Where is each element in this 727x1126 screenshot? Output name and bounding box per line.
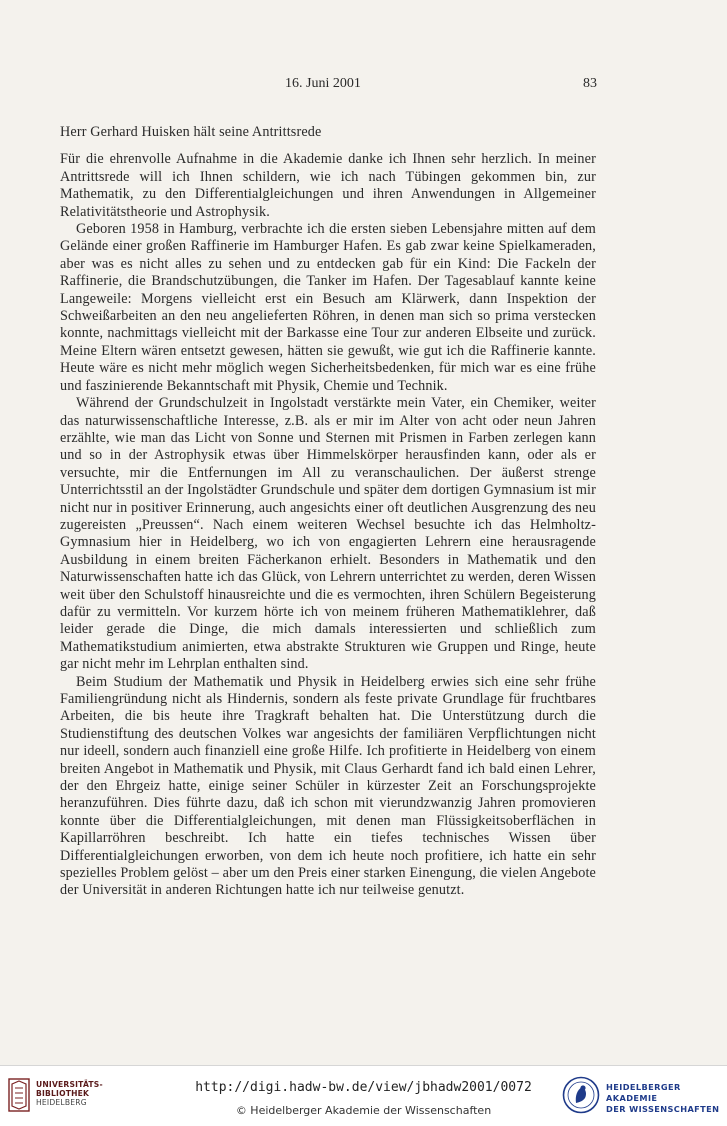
- academy-name-line-1: HEIDELBERGER AKADEMIE: [606, 1082, 681, 1103]
- academy-name: [606, 1082, 727, 1115]
- running-head-date: 16. Juni 2001: [285, 76, 361, 91]
- paragraph-4: Beim Studium der Mathematik und Physik in Heidelberg erwies sich eine sehr frühe Familiengründung nicht als Hindernis, sondern als feste private Grundlage für fruchtbares Arbeiten, die bis heute ihre Tragkraft behalten hat. Die Unterstützung durch die Studienstiftung des deutschen Volkes war angesichts der familiären Verpflichtungen nicht nur ideell, sondern auch finanziell eine große Hilfe. Ich profitierte in Heidelberg von einem breiten Angebot in Mathematik und Physik, mit Claus Gerhardt fand ich bald einen Lehrer, der den Ehrgeiz hatte, einige seiner Schüler in kürzester Zeit an Forschungsprojekte heranzuführen. Dies führte dazu, daß ich schon mit vierundzwanzig Jahren promovieren konnte über die Differentialgleichungen, mit denen man Flüssigkeitsoberflächen in Kapillarröhren beschreibt. Ich hatte ein tiefes technisches Wissen über Differentialgleichungen erworben, von dem ich heute noch profitiere, ich hatte ein sehr spezielles Problem gelöst – aber um den Preis einer starken Einengung, die vielen Angebote der Universität in anderen Richtungen hatte ich nur teilweise genutzt.: [60, 673, 596, 899]
- library-name-line-2: BIBLIOTHEK: [36, 1089, 90, 1098]
- library-name-line-3: HEIDELBERG: [36, 1098, 87, 1107]
- page-number: 83: [583, 76, 597, 91]
- paragraph-1: Für die ehrenvolle Aufnahme in die Akademie danke ich Ihnen sehr herzlich. In meiner Antrittsrede will ich Ihnen schildern, wie ich nach Tübingen gekommen bin, zur Mathematik, zu den Differentialgleichungen und ihren Anwendungen in Allgemeiner Relativitätstheorie und Astrophysik.: [60, 151, 596, 220]
- section-heading: Herr Gerhard Huisken hält seine Antrittsrede: [60, 124, 322, 140]
- page-content: [60, 124, 596, 900]
- library-name-line-1: UNIVERSITÄTS-: [36, 1080, 103, 1089]
- digitization-footer: [0, 1065, 727, 1126]
- paragraph-3: Während der Grundschulzeit in Ingolstadt verstärkte mein Vater, ein Chemiker, weiter das naturwissenschaftliche Interesse, z.B. als er mir im Alter von acht oder neun Jahren erzählte, wie man das Licht von Sonne und Sternen mit Prismen in Farben zerlegen kann und so in der Astrophysik etwas über Himmelskörper herausfinden kann, oder als er versuchte, mir die Entfernungen im All zu veranschaulichen. Der äußerst strenge Unterrichtsstil an der Ingolstädter Grundschule und später dem dortigen Gymnasium ist mir nicht nur in positiver Erinnerung, auch angesichts einer oft deutlichen Ausgrenzung des neu zugereisten „Preussen“. Nach einem weiteren Wechsel besuchte ich das Helmholtz-Gymnasium hier in Heidelberg, wo ich von engagierten Lehrern eine herausragende Ausbildung in einem breiten Fächerkanon erhielt. Besonders in Mathematik und den Naturwissenschaften hatte ich das Glück, von Lehrern unterrichtet zu werden, deren Wissen weit über den Schulstoff hinausreichte und die es vermochten, ihren Schülern Begeisterung dafür zu vermitteln. Vor kurzem hörte ich von meinem früheren Mathematiklehrer, daß leider gerade die Dinge, die mich damals interessierten und schließlich zum Mathematikstudium animierten, etwa abstrakte Strukturen wie Gruppen und Ringe, heute gar nicht mehr im Lehrplan enthalten sind.: [60, 395, 596, 673]
- permalink-url[interactable]: http://digi.hadw-bw.de/view/jbhadw2001/0072: [195, 1080, 532, 1095]
- academy-seal-icon: [562, 1076, 600, 1114]
- running-head: [60, 76, 597, 96]
- paragraph-2: Geboren 1958 in Hamburg, verbrachte ich die ersten sieben Lebensjahre mitten auf dem Gelände einer großen Raffinerie im Hamburger Hafen. Es gab zwar keine Spielkameraden, aber was es nicht alles zu sehen und zu entdecken gab für ein Kind: Die Fackeln der Raffinerie, die Brandschutzübungen, die Tanker im Hafen. Der Tagesablauf kannte keine Langeweile: Morgens vielleicht erst ein Besuch am Klärwerk, dann Inspektion der Schweißarbeiten an den neu angelieferten Röhren, in denen man sich so prima verstecken konnte, nachmittags vielleicht mit der Barkasse eine Tour zur anderen Elbseite und zurück. Meine Eltern wären entsetzt gewesen, hätten sie gewußt, wie gut ich die Raffinerie kannte. Heute wäre es nicht mehr möglich wegen Sicherheitsbedenken, für mich war es eine frühe und faszinierende Bekanntschaft mit Physik, Chemie und Technik.: [60, 221, 596, 394]
- copyright-notice: © Heidelberger Akademie der Wissenschaften: [235, 1104, 492, 1117]
- academy-name-line-2: DER WISSENSCHAFTEN: [606, 1104, 720, 1114]
